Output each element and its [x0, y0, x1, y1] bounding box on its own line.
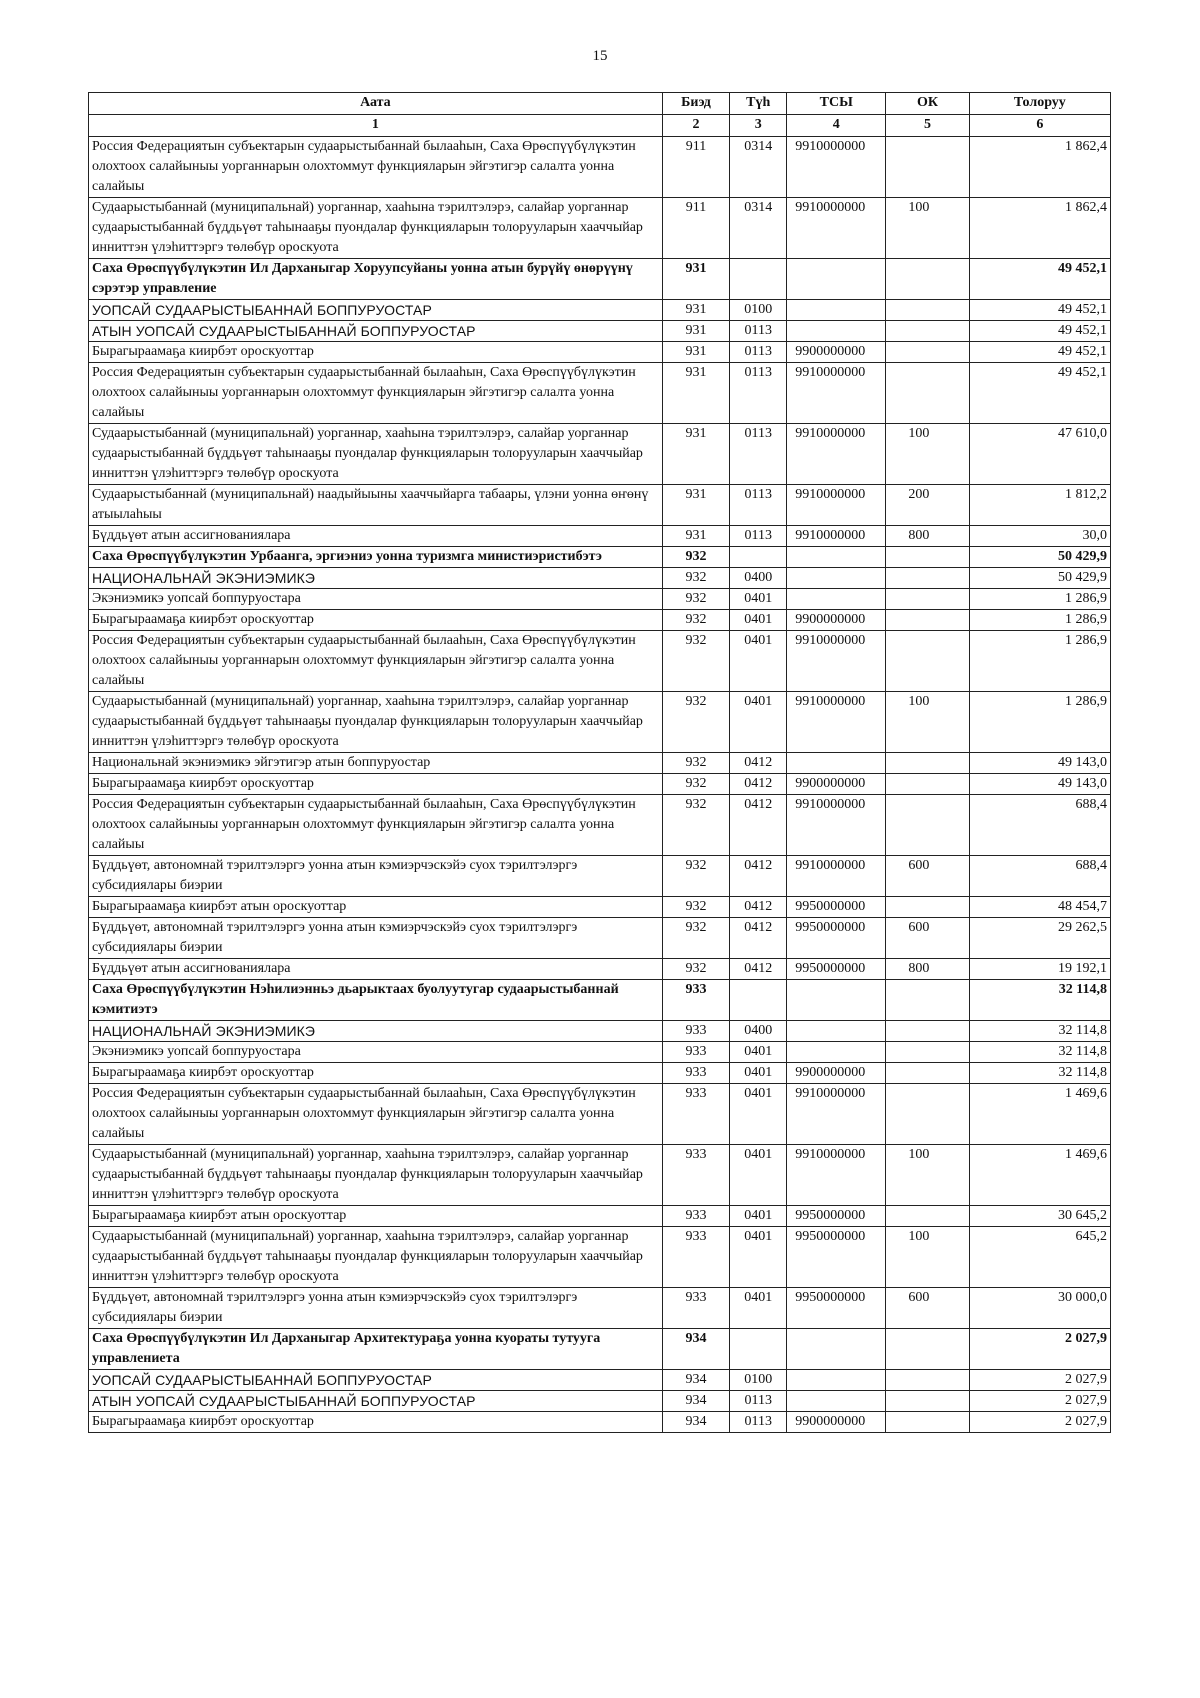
row-amount: 30 000,0	[969, 1288, 1110, 1329]
header-name: Аата	[89, 93, 663, 115]
table-row	[89, 259, 1111, 300]
row-name: Судаарыстыбаннай (муниципальнай) уорганнар, хааһына тэрилтэлэрэ, салайар уорганнар судаарыстыбаннай бүддьүөт таһынааҕы пуондалар функцияларын толорууларын хааччыйар инниттэн үлэһиттэргэ төлөбүр ороскуота	[89, 692, 663, 753]
index-3: 3	[730, 115, 787, 137]
row-amount: 1 286,9	[969, 610, 1110, 631]
row-ok	[886, 980, 969, 1021]
row-tsy: 9910000000	[787, 692, 886, 753]
row-name: Россия Федерациятын субъектарын судаарыстыбаннай былааһын, Саха Өрөспүүбүлүкэтин олохтоох салайыныы уорганнарын олохтоммут функцияларын эйгэтигэр салалта уонна салайыы	[89, 137, 663, 198]
row-section: 0401	[730, 631, 787, 692]
row-code: 931	[662, 526, 730, 547]
row-code: 933	[662, 1084, 730, 1145]
row-code: 932	[662, 589, 730, 610]
row-name: Бырагыраамаҕа киирбэт ороскуоттар	[89, 1063, 663, 1084]
table-row	[89, 1145, 1111, 1206]
table-row	[89, 1412, 1111, 1433]
table-row	[89, 342, 1111, 363]
row-tsy: 9910000000	[787, 1084, 886, 1145]
row-ok	[886, 795, 969, 856]
row-section: 0400	[730, 1021, 787, 1042]
row-tsy: 9910000000	[787, 363, 886, 424]
row-section: 0113	[730, 526, 787, 547]
row-amount: 29 262,5	[969, 918, 1110, 959]
row-name: УОПСАЙ СУДААРЫСТЫБАННАЙ БОППУРУОСТАР	[89, 1370, 663, 1391]
row-code: 934	[662, 1370, 730, 1391]
row-name: Бырагыраамаҕа киирбэт атын ороскуоттар	[89, 897, 663, 918]
row-section: 0100	[730, 300, 787, 321]
row-code: 932	[662, 692, 730, 753]
row-name: Судаарыстыбаннай (муниципальнай) уорганнар, хааһына тэрилтэлэрэ, салайар уорганнар судаарыстыбаннай бүддьүөт таһынааҕы пуондалар функцияларын толорууларын хааччыйар инниттэн үлэһиттэргэ төлөбүр ороскуота	[89, 1227, 663, 1288]
table-row	[89, 631, 1111, 692]
row-code: 931	[662, 485, 730, 526]
row-tsy: 9950000000	[787, 918, 886, 959]
row-amount: 688,4	[969, 795, 1110, 856]
row-name: Саха Өрөспүүбүлүкэтин Ил Дарханыгар Хоруупсуйаны уонна атын бурүйү өнөрүүнү сэрэтэр управление	[89, 259, 663, 300]
row-code: 931	[662, 363, 730, 424]
row-code: 933	[662, 1063, 730, 1084]
row-code: 911	[662, 137, 730, 198]
row-tsy	[787, 980, 886, 1021]
row-amount: 19 192,1	[969, 959, 1110, 980]
row-tsy: 9950000000	[787, 897, 886, 918]
index-1: 1	[89, 115, 663, 137]
table-row	[89, 1391, 1111, 1412]
row-code: 933	[662, 1227, 730, 1288]
row-name: Россия Федерациятын субъектарын судаарыстыбаннай былааһын, Саха Өрөспүүбүлүкэтин олохтоох салайыныы уорганнарын олохтоммут функцияларын эйгэтигэр салалта уонна салайыы	[89, 363, 663, 424]
row-name: Национальнай экэниэмикэ эйгэтигэр атын боппуруостар	[89, 753, 663, 774]
row-tsy: 9910000000	[787, 137, 886, 198]
row-tsy	[787, 589, 886, 610]
row-section: 0401	[730, 1042, 787, 1063]
row-ok: 100	[886, 198, 969, 259]
row-name: Россия Федерациятын субъектарын судаарыстыбаннай былааһын, Саха Өрөспүүбүлүкэтин олохтоох салайыныы уорганнарын олохтоммут функцияларын эйгэтигэр салалта уонна салайыы	[89, 1084, 663, 1145]
row-code: 933	[662, 1288, 730, 1329]
row-amount: 50 429,9	[969, 547, 1110, 568]
row-section: 0401	[730, 1206, 787, 1227]
row-section: 0401	[730, 692, 787, 753]
row-section: 0401	[730, 1084, 787, 1145]
row-ok	[886, 610, 969, 631]
row-name: Саха Өрөспүүбүлүкэтин Нэһилиэнньэ дьарыктаах буолуутугар судаарыстыбаннай кэмитиэтэ	[89, 980, 663, 1021]
table-row	[89, 1042, 1111, 1063]
row-amount: 48 454,7	[969, 897, 1110, 918]
row-amount: 1 469,6	[969, 1145, 1110, 1206]
table-row	[89, 1288, 1111, 1329]
row-amount: 1 286,9	[969, 589, 1110, 610]
table-row	[89, 1021, 1111, 1042]
row-name: АТЫН УОПСАЙ СУДААРЫСТЫБАННАЙ БОППУРУОСТАР	[89, 321, 663, 342]
row-code: 934	[662, 1412, 730, 1433]
header-section: Түһ	[730, 93, 787, 115]
row-ok	[886, 1391, 969, 1412]
table-row	[89, 547, 1111, 568]
table-row	[89, 980, 1111, 1021]
row-amount: 32 114,8	[969, 980, 1110, 1021]
row-name: Россия Федерациятын субъектарын судаарыстыбаннай былааһын, Саха Өрөспүүбүлүкэтин олохтоох салайыныы уорганнарын олохтоммут функцияларын эйгэтигэр салалта уонна салайыы	[89, 631, 663, 692]
row-name: Бүддьүөт, автономнай тэрилтэлэргэ уонна атын кэмиэрчэскэйэ суох тэрилтэлэргэ субсидиялары биэрии	[89, 856, 663, 897]
row-name: Бырагыраамаҕа киирбэт ороскуоттар	[89, 774, 663, 795]
row-code: 932	[662, 610, 730, 631]
row-ok	[886, 631, 969, 692]
row-amount: 2 027,9	[969, 1391, 1110, 1412]
row-code: 931	[662, 424, 730, 485]
row-ok	[886, 137, 969, 198]
table-row	[89, 363, 1111, 424]
table-row	[89, 856, 1111, 897]
table-body	[89, 137, 1111, 1433]
row-code: 932	[662, 856, 730, 897]
row-section: 0113	[730, 485, 787, 526]
row-ok	[886, 1042, 969, 1063]
row-section: 0412	[730, 795, 787, 856]
row-ok	[886, 1370, 969, 1391]
row-tsy	[787, 259, 886, 300]
row-section	[730, 1329, 787, 1370]
row-name: Судаарыстыбаннай (муниципальнай) уорганнар, хааһына тэрилтэлэрэ, салайар уорганнар судаарыстыбаннай бүддьүөт таһынааҕы пуондалар функцияларын толорууларын хааччыйар инниттэн үлэһиттэргэ төлөбүр ороскуота	[89, 1145, 663, 1206]
row-tsy: 9900000000	[787, 774, 886, 795]
row-tsy	[787, 1391, 886, 1412]
row-tsy	[787, 1042, 886, 1063]
row-ok: 100	[886, 1145, 969, 1206]
row-name: Саха Өрөспүүбүлүкэтин Урбаанга, эргиэниэ уонна туризмга министиэристибэтэ	[89, 547, 663, 568]
row-code: 931	[662, 321, 730, 342]
table-row	[89, 897, 1111, 918]
row-section: 0401	[730, 1227, 787, 1288]
row-amount: 49 452,1	[969, 363, 1110, 424]
row-amount: 47 610,0	[969, 424, 1110, 485]
row-tsy: 9910000000	[787, 856, 886, 897]
row-amount: 2 027,9	[969, 1329, 1110, 1370]
row-amount: 30,0	[969, 526, 1110, 547]
table-row	[89, 1206, 1111, 1227]
row-amount: 32 114,8	[969, 1021, 1110, 1042]
row-amount: 32 114,8	[969, 1042, 1110, 1063]
row-ok	[886, 1084, 969, 1145]
row-section: 0400	[730, 568, 787, 589]
row-section: 0401	[730, 589, 787, 610]
row-amount: 1 862,4	[969, 137, 1110, 198]
row-amount: 1 812,2	[969, 485, 1110, 526]
row-tsy: 9950000000	[787, 1227, 886, 1288]
row-ok: 800	[886, 959, 969, 980]
row-code: 932	[662, 897, 730, 918]
index-5: 5	[886, 115, 969, 137]
row-amount: 2 027,9	[969, 1370, 1110, 1391]
row-name: Бырагыраамаҕа киирбэт атын ороскуоттар	[89, 1206, 663, 1227]
row-code: 932	[662, 959, 730, 980]
row-section: 0412	[730, 856, 787, 897]
row-code: 911	[662, 198, 730, 259]
table-row	[89, 198, 1111, 259]
row-amount: 49 143,0	[969, 753, 1110, 774]
row-amount: 49 452,1	[969, 300, 1110, 321]
row-name: Судаарыстыбаннай (муниципальнай) наадыйыыны хааччыйарга табаары, үлэни уонна өҥөнү атыылаһыы	[89, 485, 663, 526]
index-row	[89, 115, 1111, 137]
row-section: 0113	[730, 424, 787, 485]
table-row	[89, 1227, 1111, 1288]
row-tsy: 9950000000	[787, 959, 886, 980]
row-code: 932	[662, 547, 730, 568]
row-section: 0401	[730, 1288, 787, 1329]
row-name: НАЦИОНАЛЬНАЙ ЭКЭНИЭМИКЭ	[89, 1021, 663, 1042]
table-row	[89, 485, 1111, 526]
row-section: 0113	[730, 321, 787, 342]
table-row	[89, 753, 1111, 774]
row-name: Бырагыраамаҕа киирбэт ороскуоттар	[89, 1412, 663, 1433]
row-section: 0113	[730, 363, 787, 424]
row-tsy: 9910000000	[787, 795, 886, 856]
row-code: 932	[662, 568, 730, 589]
table-row	[89, 568, 1111, 589]
header-ok: ОК	[886, 93, 969, 115]
row-section: 0412	[730, 959, 787, 980]
row-ok	[886, 1206, 969, 1227]
row-tsy	[787, 1370, 886, 1391]
row-code: 933	[662, 1145, 730, 1206]
row-tsy: 9950000000	[787, 1288, 886, 1329]
row-name: Бүддьүөт атын ассигнованиялара	[89, 526, 663, 547]
row-section: 0412	[730, 918, 787, 959]
row-code: 932	[662, 774, 730, 795]
row-amount: 50 429,9	[969, 568, 1110, 589]
budget-table	[88, 92, 1111, 1433]
row-tsy	[787, 568, 886, 589]
row-name: Саха Өрөспүүбүлүкэтин Ил Дарханыгар Архитектураҕа уонна куораты тутууга управлениета	[89, 1329, 663, 1370]
row-ok	[886, 363, 969, 424]
row-name: УОПСАЙ СУДААРЫСТЫБАННАЙ БОППУРУОСТАР	[89, 300, 663, 321]
row-section	[730, 980, 787, 1021]
row-section: 0401	[730, 610, 787, 631]
row-amount: 1 862,4	[969, 198, 1110, 259]
row-ok	[886, 300, 969, 321]
row-ok: 100	[886, 692, 969, 753]
index-6: 6	[969, 115, 1110, 137]
row-code: 933	[662, 980, 730, 1021]
row-name: НАЦИОНАЛЬНАЙ ЭКЭНИЭМИКЭ	[89, 568, 663, 589]
row-name: Бүддьүөт, автономнай тэрилтэлэргэ уонна атын кэмиэрчэскэйэ суох тэрилтэлэргэ субсидиялары биэрии	[89, 1288, 663, 1329]
row-tsy	[787, 547, 886, 568]
row-ok	[886, 259, 969, 300]
row-code: 931	[662, 342, 730, 363]
row-section: 0401	[730, 1145, 787, 1206]
row-section: 0412	[730, 774, 787, 795]
row-tsy: 9910000000	[787, 1145, 886, 1206]
row-ok: 600	[886, 1288, 969, 1329]
row-amount: 1 286,9	[969, 631, 1110, 692]
row-code: 932	[662, 795, 730, 856]
table-row	[89, 959, 1111, 980]
row-code: 932	[662, 918, 730, 959]
row-ok: 600	[886, 918, 969, 959]
row-code: 934	[662, 1391, 730, 1412]
row-section	[730, 259, 787, 300]
row-tsy	[787, 321, 886, 342]
table-row	[89, 692, 1111, 753]
table-row	[89, 1063, 1111, 1084]
header-code: Биэд	[662, 93, 730, 115]
row-ok: 200	[886, 485, 969, 526]
table-row	[89, 918, 1111, 959]
row-ok	[886, 342, 969, 363]
row-tsy: 9910000000	[787, 424, 886, 485]
row-ok	[886, 321, 969, 342]
row-name: Бырагыраамаҕа киирбэт ороскуоттар	[89, 610, 663, 631]
row-code: 932	[662, 753, 730, 774]
table-row	[89, 137, 1111, 198]
row-tsy	[787, 300, 886, 321]
row-tsy: 9910000000	[787, 198, 886, 259]
row-code: 934	[662, 1329, 730, 1370]
row-tsy: 9910000000	[787, 631, 886, 692]
row-amount: 688,4	[969, 856, 1110, 897]
header-tsy: ТСЫ	[787, 93, 886, 115]
row-tsy	[787, 1021, 886, 1042]
table-row	[89, 321, 1111, 342]
row-tsy: 9900000000	[787, 1412, 886, 1433]
table-row	[89, 1084, 1111, 1145]
row-code: 933	[662, 1042, 730, 1063]
row-tsy: 9900000000	[787, 1063, 886, 1084]
table-row	[89, 589, 1111, 610]
row-tsy: 9910000000	[787, 485, 886, 526]
row-section: 0314	[730, 198, 787, 259]
row-name: Судаарыстыбаннай (муниципальнай) уорганнар, хааһына тэрилтэлэрэ, салайар уорганнар судаарыстыбаннай бүддьүөт таһынааҕы пуондалар функцияларын толорууларын хааччыйар инниттэн үлэһиттэргэ төлөбүр ороскуота	[89, 198, 663, 259]
row-section	[730, 547, 787, 568]
row-ok: 600	[886, 856, 969, 897]
row-ok	[886, 774, 969, 795]
row-amount: 49 452,1	[969, 259, 1110, 300]
row-code: 933	[662, 1206, 730, 1227]
row-tsy	[787, 753, 886, 774]
row-code: 932	[662, 631, 730, 692]
row-tsy: 9900000000	[787, 610, 886, 631]
row-ok	[886, 568, 969, 589]
row-section: 0113	[730, 1391, 787, 1412]
table-row	[89, 526, 1111, 547]
row-tsy: 9910000000	[787, 526, 886, 547]
table-row	[89, 774, 1111, 795]
row-code: 931	[662, 300, 730, 321]
row-section: 0314	[730, 137, 787, 198]
row-amount: 32 114,8	[969, 1063, 1110, 1084]
row-amount: 1 469,6	[969, 1084, 1110, 1145]
table-row	[89, 300, 1111, 321]
header-row	[89, 93, 1111, 115]
row-ok	[886, 897, 969, 918]
index-4: 4	[787, 115, 886, 137]
row-section: 0401	[730, 1063, 787, 1084]
row-section: 0100	[730, 1370, 787, 1391]
table-row	[89, 795, 1111, 856]
row-section: 0113	[730, 342, 787, 363]
table-row	[89, 1370, 1111, 1391]
row-amount: 49 143,0	[969, 774, 1110, 795]
row-section: 0412	[730, 897, 787, 918]
row-ok	[886, 1412, 969, 1433]
table-row	[89, 424, 1111, 485]
row-section: 0113	[730, 1412, 787, 1433]
row-ok	[886, 589, 969, 610]
header-amount: Толоруу	[969, 93, 1110, 115]
row-tsy	[787, 1329, 886, 1370]
row-ok	[886, 753, 969, 774]
index-2: 2	[662, 115, 730, 137]
row-amount: 1 286,9	[969, 692, 1110, 753]
row-name: Бырагыраамаҕа киирбэт ороскуоттар	[89, 342, 663, 363]
row-name: Экэниэмикэ уопсай боппуруостара	[89, 1042, 663, 1063]
row-ok	[886, 547, 969, 568]
row-section: 0412	[730, 753, 787, 774]
row-tsy: 9950000000	[787, 1206, 886, 1227]
row-ok	[886, 1329, 969, 1370]
row-amount: 645,2	[969, 1227, 1110, 1288]
table-row	[89, 610, 1111, 631]
row-amount: 49 452,1	[969, 321, 1110, 342]
row-ok: 800	[886, 526, 969, 547]
table-row	[89, 1329, 1111, 1370]
row-name: Судаарыстыбаннай (муниципальнай) уорганнар, хааһына тэрилтэлэрэ, салайар уорганнар судаарыстыбаннай бүддьүөт таһынааҕы пуондалар функцияларын толорууларын хааччыйар инниттэн үлэһиттэргэ төлөбүр ороскуота	[89, 424, 663, 485]
row-tsy: 9900000000	[787, 342, 886, 363]
row-ok	[886, 1021, 969, 1042]
row-name: Россия Федерациятын субъектарын судаарыстыбаннай былааһын, Саха Өрөспүүбүлүкэтин олохтоох салайыныы уорганнарын олохтоммут функцияларын эйгэтигэр салалта уонна салайыы	[89, 795, 663, 856]
row-name: Экэниэмикэ уопсай боппуруостара	[89, 589, 663, 610]
row-name: Бүддьүөт, автономнай тэрилтэлэргэ уонна атын кэмиэрчэскэйэ суох тэрилтэлэргэ субсидиялары биэрии	[89, 918, 663, 959]
row-amount: 30 645,2	[969, 1206, 1110, 1227]
row-name: Бүддьүөт атын ассигнованиялара	[89, 959, 663, 980]
row-name: АТЫН УОПСАЙ СУДААРЫСТЫБАННАЙ БОППУРУОСТАР	[89, 1391, 663, 1412]
row-amount: 2 027,9	[969, 1412, 1110, 1433]
row-code: 933	[662, 1021, 730, 1042]
row-ok	[886, 1063, 969, 1084]
row-ok: 100	[886, 1227, 969, 1288]
page-number: 15	[592, 48, 608, 64]
row-amount: 49 452,1	[969, 342, 1110, 363]
row-code: 931	[662, 259, 730, 300]
row-ok: 100	[886, 424, 969, 485]
